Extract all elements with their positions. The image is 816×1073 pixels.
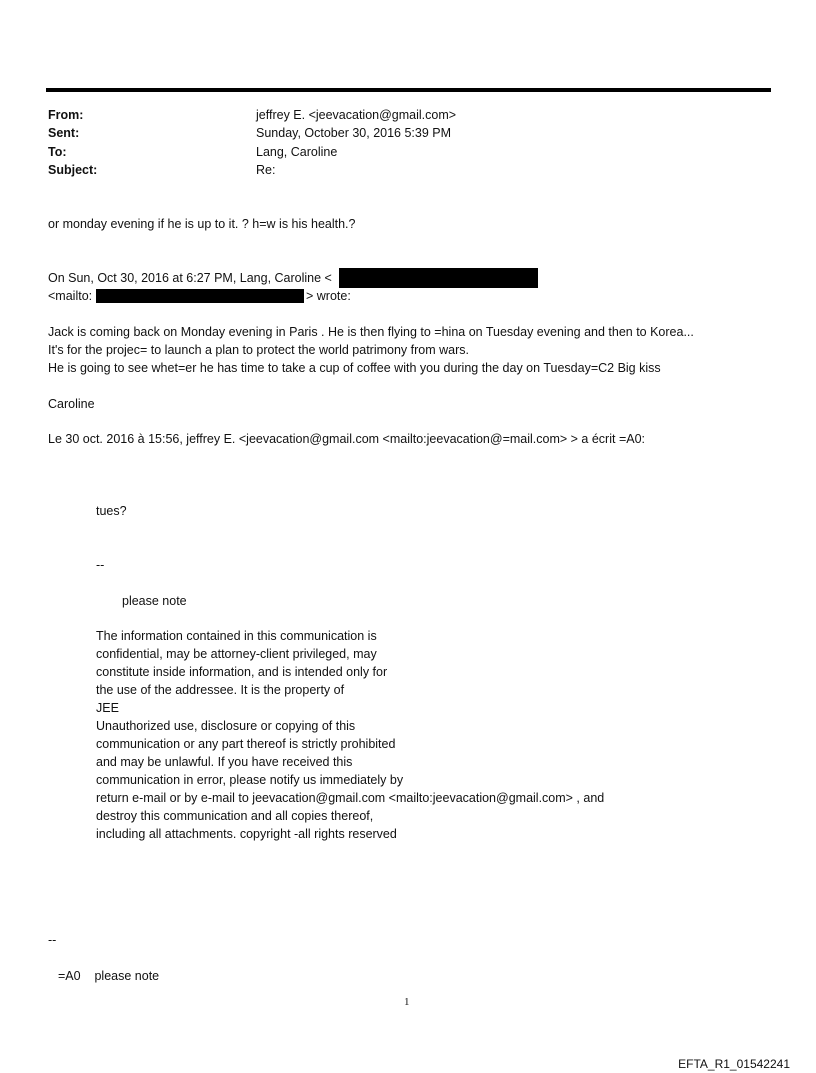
to-value: Lang, Caroline — [256, 145, 338, 159]
message-line: It's for the projec= to launch a plan to protect the world patrimony from wars. — [48, 343, 469, 357]
bates-number: EFTA_R1_01542241 — [678, 1057, 790, 1071]
disclaimer-line: the use of the addressee. It is the property of — [96, 683, 345, 697]
disclaimer-line: return e-mail or by e-mail to jeevacation@gmail.com <mailto:jeevacation@gmail.com> , and — [96, 791, 605, 805]
from-value: jeffrey E. <jeevacation@gmail.com> — [256, 108, 457, 122]
redaction-bar — [339, 268, 538, 288]
footer-dash: -- — [48, 933, 57, 947]
disclaimer-line: confidential, may be attorney-client privileged, may — [96, 647, 377, 661]
reply-text: or monday evening if he is up to it. ? h=w is his health.? — [48, 217, 356, 231]
disclaimer-line: Unauthorized use, disclosure or copying of this — [96, 719, 356, 733]
message-line: Jack is coming back on Monday evening in Paris . He is then flying to =hina on Tuesday evening and then to Korea... — [48, 325, 694, 339]
disclaimer-line: The information contained in this communication is — [96, 629, 377, 643]
quote-intro-mailto: <mailto: — [48, 289, 93, 303]
from-label: From: — [48, 108, 84, 122]
disclaimer-line: destroy this communication and all copies thereof, — [96, 809, 374, 823]
header-rule — [46, 88, 771, 92]
page-number: 1 — [404, 996, 410, 1008]
please-note: please note — [122, 594, 187, 608]
quote-intro-line-1: On Sun, Oct 30, 2016 at 6:27 PM, Lang, Caroline < — [48, 271, 332, 285]
message-line: He is going to see whet=er he has time to take a cup of coffee with you during the day on Tuesday=C2 Big kiss — [48, 361, 661, 375]
disclaimer-line: constitute inside information, and is intended only for — [96, 665, 388, 679]
signoff: Caroline — [48, 397, 95, 411]
subject-value: Re: — [256, 163, 276, 177]
to-label: To: — [48, 145, 67, 159]
tues-text: tues? — [96, 504, 127, 518]
redaction-bar — [96, 289, 304, 303]
sent-value: Sunday, October 30, 2016 5:39 PM — [256, 126, 452, 140]
disclaimer-line: and may be unlawful. If you have received this — [96, 755, 353, 769]
sent-label: Sent: — [48, 126, 80, 140]
footer-note: =A0 please note — [58, 969, 160, 983]
subject-label: Subject: — [48, 163, 98, 177]
french-intro: Le 30 oct. 2016 à 15:56, jeffrey E. <jeevacation@gmail.com <mailto:jeevacation@=mail.com> > a écrit =A0: — [48, 432, 646, 446]
disclaimer-line: communication in error, please notify us immediately by — [96, 773, 404, 787]
disclaimer-line: including all attachments. copyright -all rights reserved — [96, 827, 397, 841]
disclaimer-line: communication or any part thereof is strictly prohibited — [96, 737, 396, 751]
signature-dash: -- — [96, 558, 105, 572]
disclaimer-line: JEE — [96, 701, 119, 715]
quote-intro-wrote: > wrote: — [306, 289, 351, 303]
